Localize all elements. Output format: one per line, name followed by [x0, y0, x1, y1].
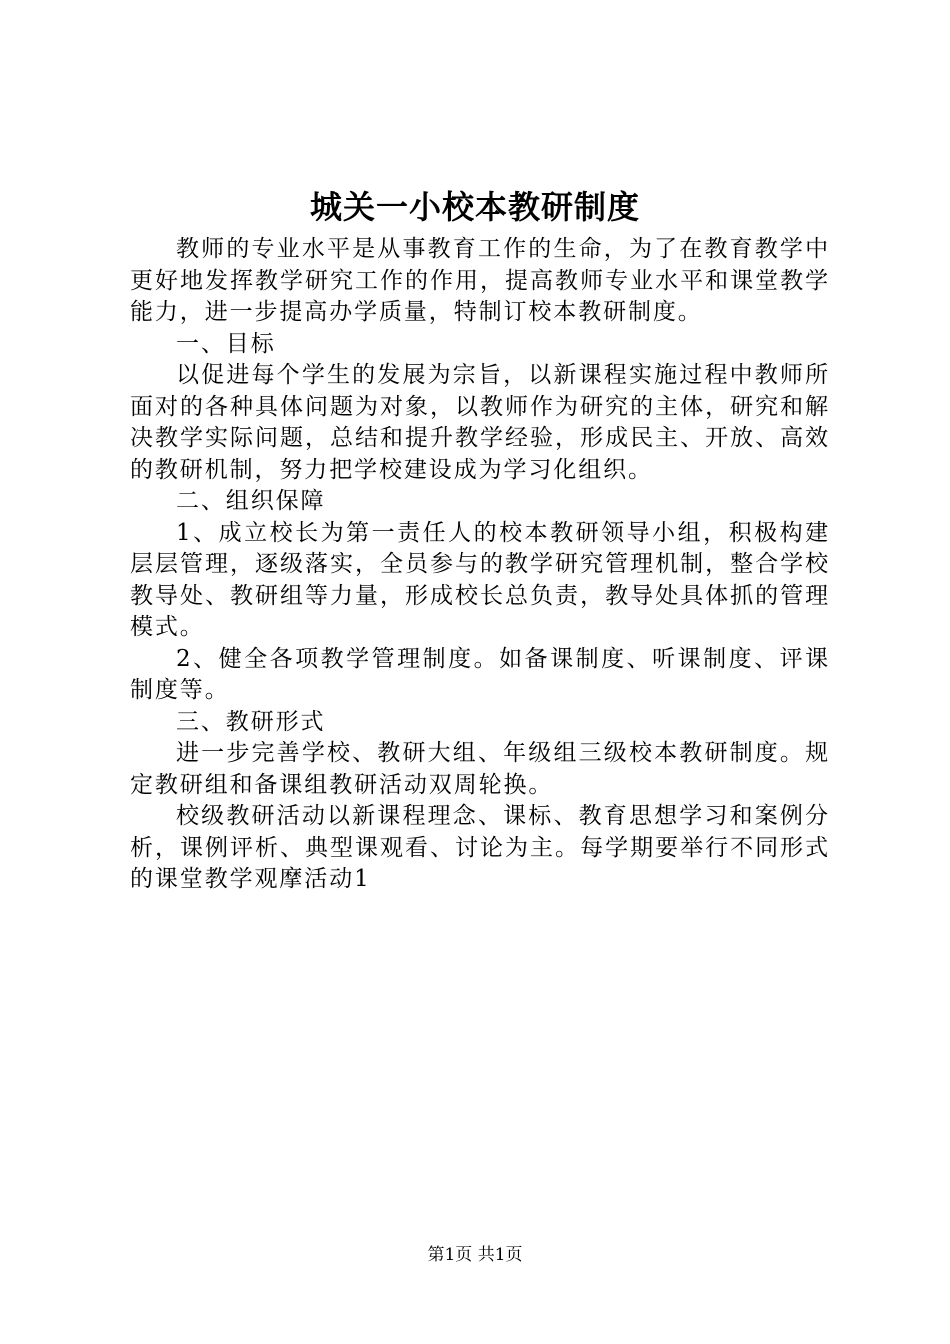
- document-body: [130, 234, 830, 896]
- document-title: 城关一小校本教研制度: [309, 188, 640, 226]
- page-footer: 第1页 共1页: [427, 1245, 523, 1265]
- section-heading-organization: 二、组织保障: [176, 488, 326, 514]
- intro-paragraph: 教师的专业水平是从事教育工作的生命，为了在教育教学中更好地发挥教学研究工作的作用，提高教师专业水平和课堂教学能力，进一步提高办学质量，特制订校本教研制度。: [130, 236, 830, 325]
- organization-paragraph-2: 2、健全各项教学管理制度。如备课制度、听课制度、评课制度等。: [130, 645, 830, 703]
- forms-paragraph-1: 进一步完善学校、教研大组、年级组三级校本教研制度。规定教研组和备课组教研活动双周轮换。: [130, 740, 830, 798]
- organization-paragraph-1: 1、成立校长为第一责任人的校本教研领导小组，积极构建层层管理，逐级落实，全员参与的教学研究管理机制，整合学校教导处、教研组等力量，形成校长总负责，教导处具体抓的管理模式。: [130, 519, 830, 640]
- goal-paragraph: 以促进每个学生的发展为宗旨，以新课程实施过程中教师所面对的各种具体问题为对象，以教师作为研究的主体，研究和解决教学实际问题，总结和提升教学经验，形成民主、开放、高效的教研机制，努力把学校建设成为学习化组织。: [130, 362, 830, 483]
- forms-paragraph-2: 校级教研活动以新课程理念、课标、教育思想学习和案例分析，课例评析、典型课观看、讨论为主。每学期要举行不同形式的课堂教学观摩活动1: [130, 803, 830, 892]
- section-heading-goal: 一、目标: [176, 330, 276, 357]
- section-heading-forms: 三、教研形式: [176, 708, 326, 735]
